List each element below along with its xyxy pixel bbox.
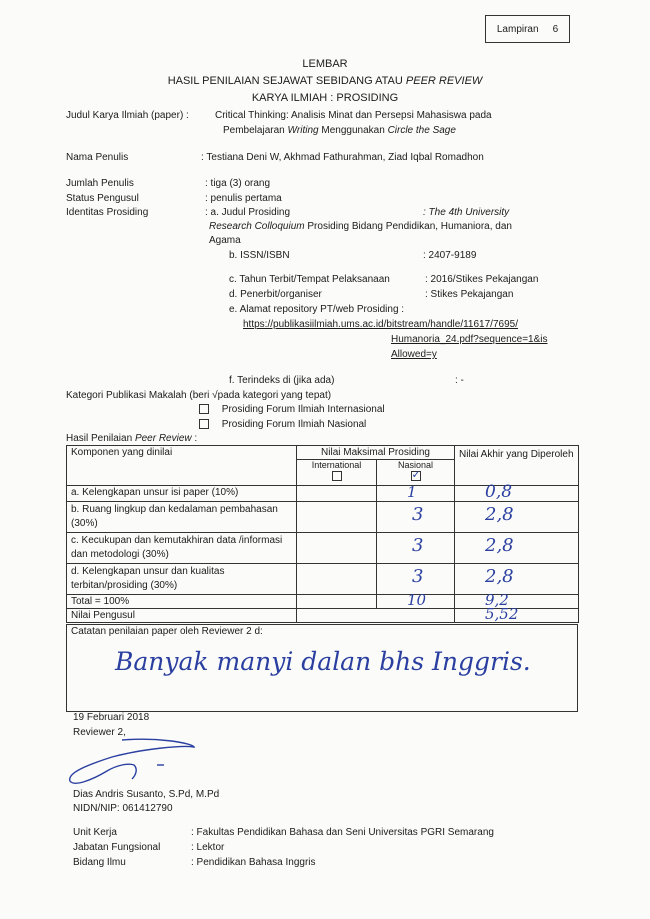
footer-reviewer: Reviewer 2, — [73, 727, 126, 738]
identitas-label: Identitas Prosiding — [66, 207, 149, 218]
jabatan-value: : Lektor — [191, 842, 225, 853]
bidang-label: Bidang Ilmu — [73, 857, 126, 868]
table-caption-c: : — [191, 433, 198, 444]
checkbox-international-table[interactable] — [332, 471, 342, 481]
row-b-nasional — [377, 502, 455, 533]
jabatan-label: Jabatan Fungsional — [73, 842, 161, 853]
judul-line2-c: Menggunakan — [318, 125, 388, 136]
kategori-option-nasional — [199, 419, 366, 430]
unit-label: Unit Kerja — [73, 827, 117, 838]
table-caption-a: Hasil Penilaian — [66, 433, 135, 444]
nama-value: : Testiana Deni W, Akhmad Fathurahman, Ziad Iqbal Romadhon — [201, 152, 484, 163]
alamat-url-line3[interactable]: Allowed=y — [391, 349, 437, 360]
row-d-akhir — [455, 564, 579, 595]
jumlah-label: Jumlah Penulis — [66, 178, 134, 189]
catatan-box — [66, 624, 578, 712]
pengusul-score: 5,52 — [485, 605, 519, 623]
header-nilai-akhir: Nilai Akhir yang Diperoleh — [455, 446, 579, 486]
row-d-international — [297, 564, 377, 595]
catatan-label: Catatan penilaian paper oleh Reviewer 2 d: — [71, 626, 263, 637]
footer-date: 19 Februari 2018 — [73, 712, 150, 723]
total-max: 10 — [407, 591, 427, 609]
pengusul-label: Nilai Pengusul — [67, 609, 297, 623]
title-peer-review: PEER REVIEW — [405, 75, 483, 87]
footer-nidn: NIDN/NIP: 061412790 — [73, 803, 173, 814]
judul-prosiding-line2 — [209, 221, 512, 232]
title-hasil — [0, 75, 650, 87]
judul-line2-b: Writing — [287, 125, 319, 136]
header-international — [297, 460, 377, 486]
jumlah-value: : tiga (3) orang — [205, 178, 271, 189]
lampiran-number: 6 — [552, 23, 559, 35]
judul-line2 — [223, 125, 456, 136]
title-hasil-text: HASIL PENILAIAN SEJAWAT SEBIDANG ATAU — [167, 75, 406, 87]
tahun-label: c. Tahun Terbit/Tempat Pelaksanaan — [229, 274, 390, 285]
row-c-label: c. Kecukupan dan kemutakhiran data /informasi dan metodologi (30%) — [67, 533, 297, 564]
status-value: : penulis pertama — [205, 193, 282, 204]
signature — [62, 735, 212, 790]
row-a-akhir — [455, 482, 579, 502]
terindeks-value: : - — [455, 375, 464, 386]
checkbox-nasional-table[interactable] — [411, 468, 421, 481]
pengusul-akhir — [455, 605, 579, 623]
table-caption — [66, 433, 197, 444]
total-score: 9,2 — [485, 591, 509, 609]
header-komponen: Komponen yang dinilai — [67, 446, 297, 486]
row-d-label: d. Kelengkapan unsur dan kualitas terbitan/prosiding (30%) — [67, 564, 297, 595]
alamat-url-line2[interactable]: Humanoria_24.pdf?sequence=1&is — [391, 334, 548, 345]
kategori-label: Kategori Publikasi Makalah (beri √pada kategori yang tepat) — [66, 390, 332, 401]
row-d-max: 3 — [412, 566, 424, 587]
checkbox-nasional[interactable] — [199, 419, 209, 429]
lampiran-box — [485, 15, 570, 43]
judul-prosiding-line3: Agama — [209, 235, 241, 246]
checkmark-icon: ✓ — [411, 468, 421, 481]
pengusul-international — [297, 609, 377, 623]
title-karya: KARYA ILMIAH : PROSIDING — [251, 92, 399, 104]
penerbit-value: : Stikes Pekajangan — [425, 289, 514, 300]
total-international — [297, 595, 377, 609]
footer-name: Dias Andris Susanto, S.Pd, M.Pd — [73, 789, 220, 800]
lampiran-label: Lampiran — [496, 23, 539, 35]
row-a-international — [297, 486, 377, 502]
judul-prosiding-value: : The 4th University — [423, 207, 510, 218]
row-c-max: 3 — [412, 535, 424, 556]
row-b-score: 2,8 — [485, 504, 514, 525]
title-lembar: LEMBAR — [302, 58, 348, 70]
judul-prosiding-label: : a. Judul Prosiding — [205, 207, 291, 218]
row-b-international — [297, 502, 377, 533]
kategori-option-nasional-label: Prosiding Forum Ilmiah Nasional — [221, 419, 367, 430]
total-label: Total = 100% — [67, 595, 297, 609]
nama-label: Nama Penulis — [66, 152, 129, 163]
header-nasional-label: Nasional — [397, 460, 434, 470]
alamat-label: e. Alamat repository PT/web Prosiding : — [229, 304, 405, 315]
row-b-label: b. Ruang lingkup dan kedalaman pembahasan (30%) — [67, 502, 297, 533]
penerbit-label: d. Penerbit/organiser — [229, 289, 322, 300]
row-b-max: 3 — [412, 504, 424, 525]
terindeks-label: f. Terindeks di (jika ada) — [229, 375, 335, 386]
row-c-akhir — [455, 533, 579, 564]
judul-label: Judul Karya Ilmiah (paper) : — [66, 110, 189, 121]
kategori-option-internasional — [199, 404, 385, 415]
catatan-handwritten: Banyak manyi dalan bhs Inggris. — [115, 647, 531, 676]
row-a-label: a. Kelengkapan unsur isi paper (10%) — [67, 486, 297, 502]
row-b-akhir — [455, 502, 579, 533]
judul-line1: Critical Thinking: Analisis Minat dan Persepsi Mahasiswa pada — [215, 110, 492, 121]
judul-line2-a: Pembelajaran — [223, 125, 288, 136]
kategori-option-internasional-label: Prosiding Forum Ilmiah Internasional — [221, 404, 385, 415]
unit-value: : Fakultas Pendidikan Bahasa dan Seni Universitas PGRI Semarang — [191, 827, 494, 838]
bidang-value: : Pendidikan Bahasa Inggris — [191, 857, 316, 868]
header-nasional — [377, 460, 455, 486]
issn-value: : 2407-9189 — [423, 250, 477, 261]
row-a-nasional — [377, 483, 455, 502]
total-nasional — [377, 591, 455, 609]
judul-line2-d: Circle the Sage — [387, 125, 456, 136]
assessment-table — [66, 445, 579, 623]
row-d-nasional — [377, 564, 455, 595]
header-nilai-maksimal: Nilai Maksimal Prosiding — [297, 446, 455, 460]
issn-label: b. ISSN/ISBN — [229, 250, 290, 261]
checkbox-internasional[interactable] — [199, 404, 209, 414]
status-label: Status Pengusul — [66, 193, 139, 204]
alamat-url-line1[interactable]: https://publikasiilmiah.ums.ac.id/bitstream/handle/11617/7695/ — [243, 319, 518, 330]
row-c-international — [297, 533, 377, 564]
row-c-nasional — [377, 533, 455, 564]
judul-prosiding-line2-b: Prosiding Bidang Pendidikan, Humaniora, dan — [304, 221, 512, 232]
header-international-label: International — [311, 460, 362, 470]
tahun-value: : 2016/Stikes Pekajangan — [425, 274, 539, 285]
pengusul-nasional — [377, 609, 455, 623]
judul-prosiding-line2-a: Research Colloquium — [209, 221, 305, 232]
row-c-score: 2,8 — [485, 535, 514, 556]
table-caption-b: Peer Review — [134, 433, 192, 444]
row-a-max: 1 — [407, 483, 417, 501]
row-a-score: 0,8 — [485, 482, 513, 502]
row-d-score: 2,8 — [485, 566, 514, 587]
